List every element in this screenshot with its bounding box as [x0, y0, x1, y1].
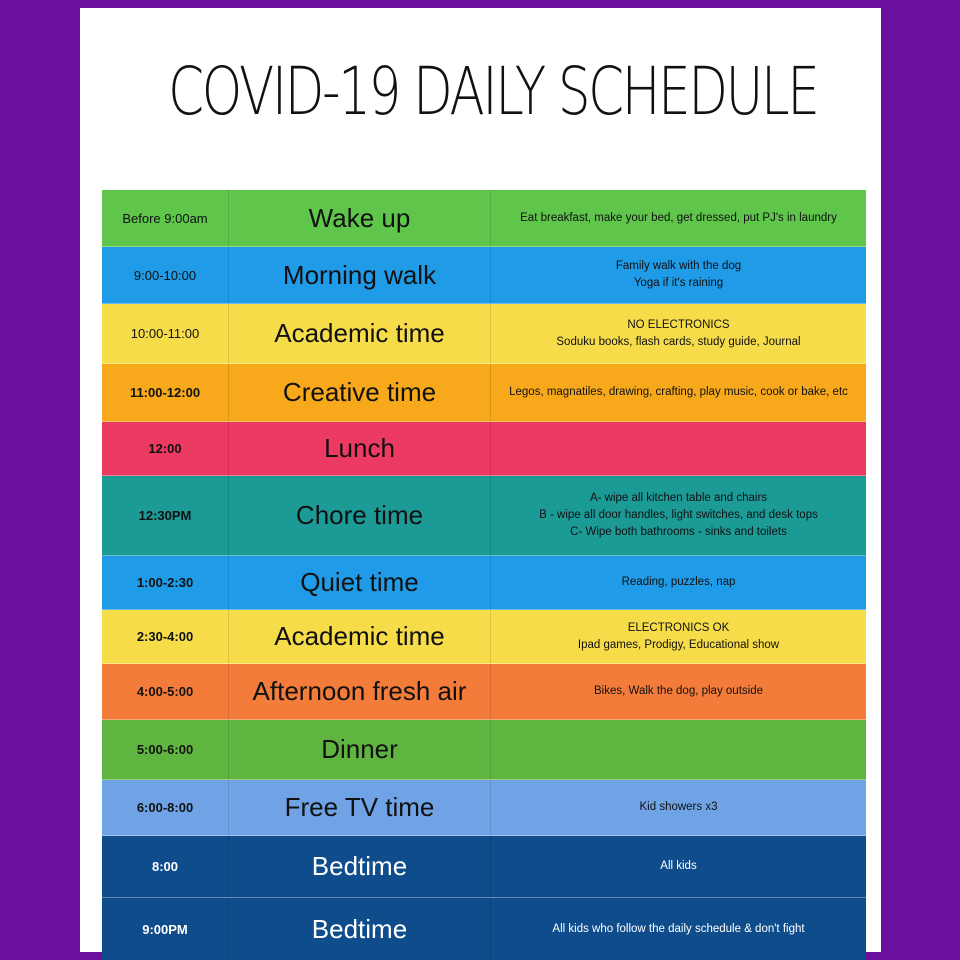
note-cell	[491, 422, 866, 475]
note-cell: Eat breakfast, make your bed, get dressed, put PJ's in laundry	[520, 211, 837, 224]
activity-cell: Bedtime	[229, 836, 491, 897]
table-row	[102, 364, 866, 422]
activity-cell: Lunch	[229, 422, 491, 475]
note-cell: Bikes, Walk the dog, play outside	[594, 685, 763, 697]
note-cell	[491, 720, 866, 779]
time-cell: 9:00-10:00	[102, 247, 229, 303]
time-cell: 11:00-12:00	[102, 364, 229, 421]
note-cell: All kids	[660, 860, 697, 872]
table-row	[102, 247, 866, 304]
table-row	[102, 422, 866, 476]
note-cell: NO ELECTRONICS Soduku books, flash cards, study guide, Journal	[556, 318, 801, 348]
table-row	[102, 664, 866, 720]
note-cell: All kids who follow the daily schedule & don't fight	[552, 922, 805, 935]
time-cell: 1:00-2:30	[102, 556, 229, 609]
activity-cell: Dinner	[229, 720, 491, 779]
time-cell: 8:00	[102, 836, 229, 897]
table-row	[102, 476, 866, 556]
time-cell: 12:00	[102, 422, 229, 475]
time-cell: Before 9:00am	[102, 190, 229, 246]
table-row	[102, 610, 866, 664]
time-cell: 4:00-5:00	[102, 664, 229, 719]
time-cell: 5:00-6:00	[102, 720, 229, 779]
activity-cell: Wake up	[229, 190, 491, 246]
activity-cell: Chore time	[229, 476, 491, 555]
table-row	[102, 836, 866, 898]
time-cell: 10:00-11:00	[102, 304, 229, 363]
table-row	[102, 304, 866, 364]
activity-cell: Academic time	[229, 304, 491, 363]
activity-cell: Afternoon fresh air	[229, 664, 491, 719]
activity-cell: Free TV time	[229, 780, 491, 835]
note-cell: Reading, puzzles, nap	[621, 576, 736, 588]
note-cell: ELECTRONICS OK Ipad games, Prodigy, Educational show	[577, 621, 780, 651]
note-cell: Legos, magnatiles, drawing, crafting, play music, cook or bake, etc	[509, 386, 848, 398]
table-row	[102, 898, 866, 960]
table-row	[102, 720, 866, 780]
table-row	[102, 556, 866, 610]
activity-cell: Quiet time	[229, 556, 491, 609]
note-cell: Family walk with the dog Yoga if it's raining	[615, 260, 742, 289]
schedule-card	[80, 8, 881, 952]
table-row	[102, 190, 866, 247]
note-cell: A- wipe all kitchen table and chairs B - wipe all door handles, light switches, and desk tops C- Wipe both bathrooms - sinks and toilets	[539, 492, 818, 538]
page-title: COVID-19 DAILY SCHEDULE	[168, 53, 818, 130]
table-row	[102, 780, 866, 836]
time-cell: 12:30PM	[102, 476, 229, 555]
activity-cell: Creative time	[229, 364, 491, 421]
note-cell: Kid showers x3	[639, 801, 718, 813]
activity-cell: Morning walk	[229, 247, 491, 303]
activity-cell: Bedtime	[229, 898, 491, 960]
activity-cell: Academic time	[229, 610, 491, 663]
time-cell: 2:30-4:00	[102, 610, 229, 663]
time-cell: 6:00-8:00	[102, 780, 229, 835]
time-cell: 9:00PM	[102, 898, 229, 960]
